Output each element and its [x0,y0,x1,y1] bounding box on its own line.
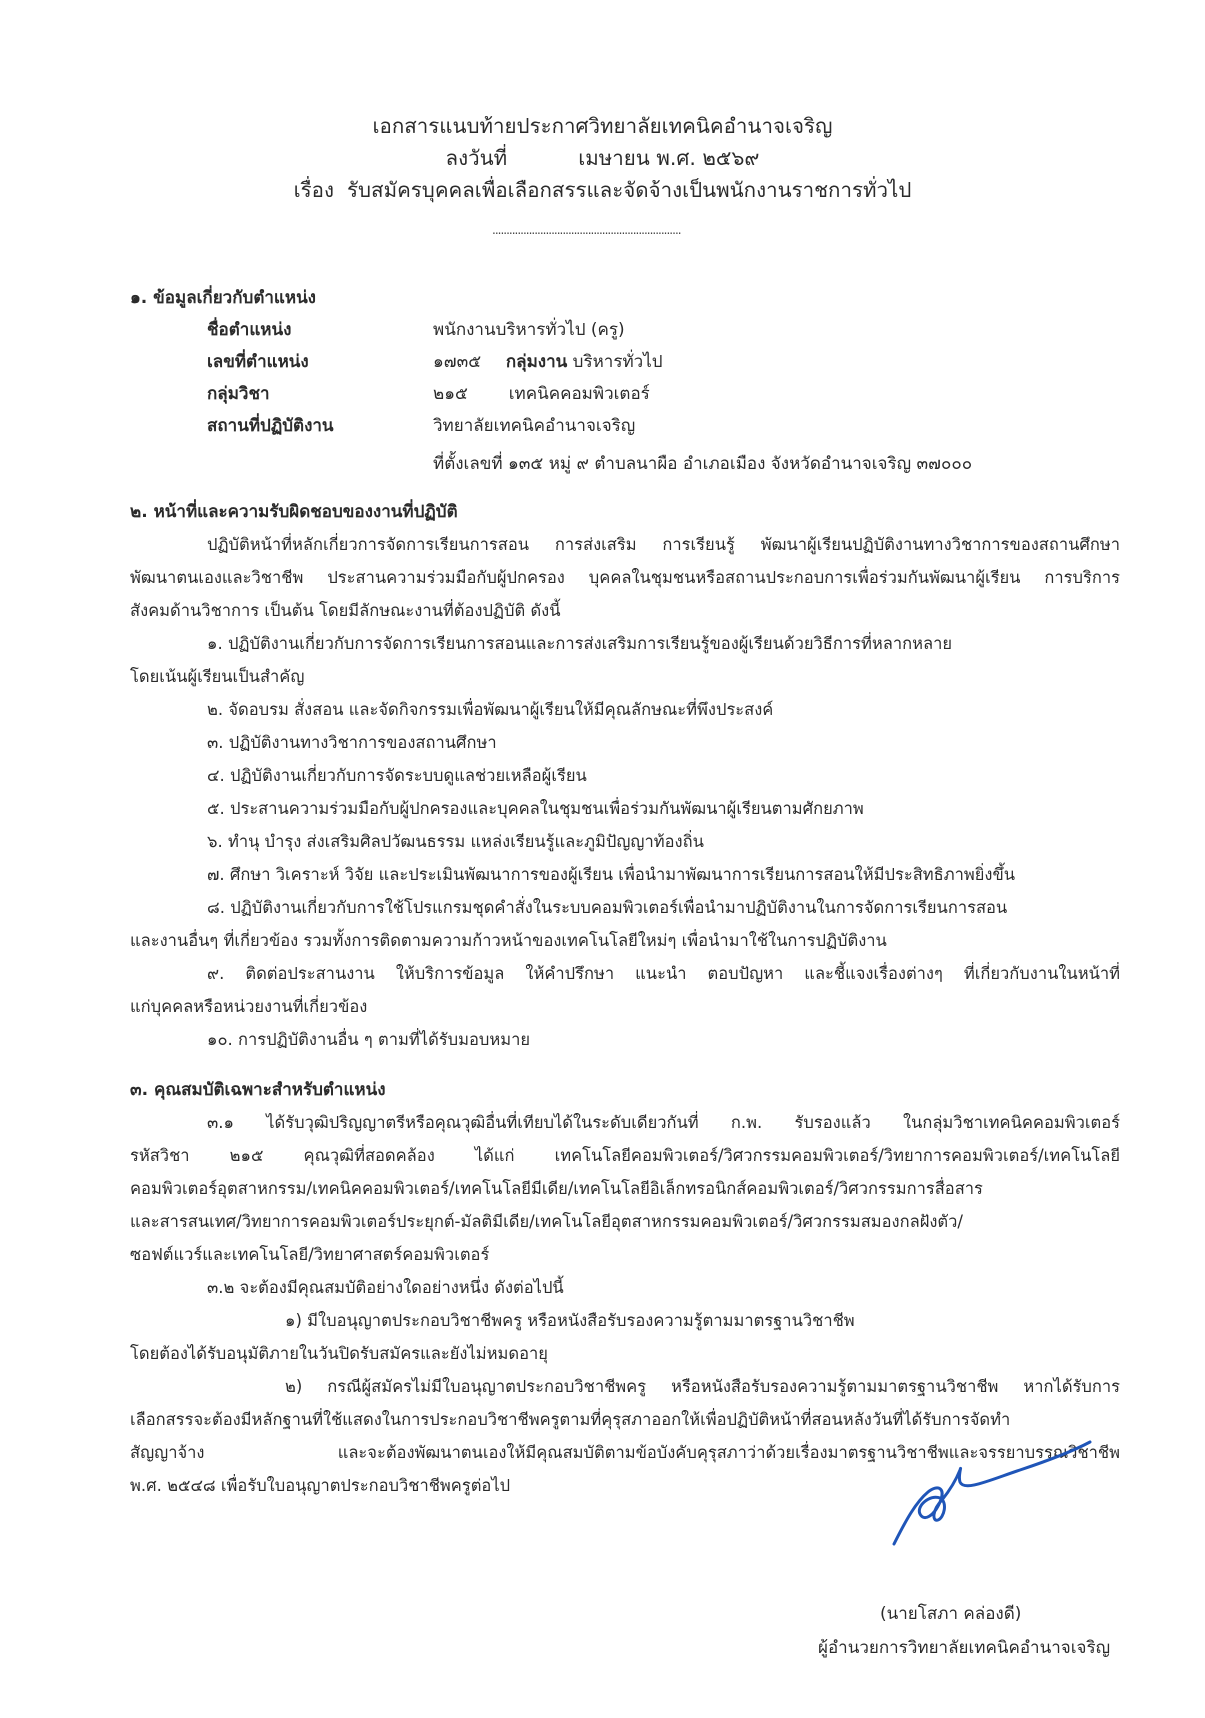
position-number: ๑๗๓๕ [433,352,482,372]
section2-heading: ๒. หน้าที่และความรับผิดชอบของงานที่ปฏิบัติ [130,502,458,522]
duty-item-8: ๘. ปฏิบัติงานเกี่ยวกับการใช้โปรแกรมชุดคำสั่งในระบบคอมพิวเตอร์เพื่อนำมาปฏิบัติงานในการจัดการเรียนการสอน [207,898,1008,917]
section2-intro-line3: สังคมด้านวิชาการ เป็นต้น โดยมีลักษณะงานที่ต้องปฏิบัติ ดังนี้ [130,601,561,620]
field-value-position-number [433,350,663,374]
duty-item-3: ๓. ปฏิบัติงานทางวิชาการของสถานศึกษา [207,733,497,752]
field-value-subject-group [433,382,650,406]
header-divider: ................................................................... [492,223,681,237]
field-value-workplace-address: ที่ตั้งเลขที่ ๑๓๕ หมู่ ๙ ตำบลนาผือ อำเภอเมือง จังหวัดอำนาจเจริญ ๓๗๐๐๐ [433,454,973,474]
field-value-position-name: พนักงานบริหารทั่วไป (ครู) [433,320,625,340]
qualification-3-1-line1: ๓.๑ ได้รับวุฒิปริญญาตรีหรือคุณวุฒิอื่นที่เทียบได้ในระดับเดียวกันที่ ก.พ. รับรองแล้ว ในกลุ่มวิชาเทคนิคคอมพิวเตอร์ [207,1113,1120,1132]
duty-item-9: ๙. ติดต่อประสานงาน ให้บริการข้อมูล ให้คำปรึกษา แนะนำ ตอบปัญหา และชี้แจงเรื่องต่างๆ ที่เกี่ยวกับงานในหน้าที่ [207,964,1120,983]
section1-heading: ๑. ข้อมูลเกี่ยวกับตำแหน่ง [130,288,316,308]
duty-item-4: ๔. ปฏิบัติงานเกี่ยวกับการจัดระบบดูแลช่วยเหลือผู้เรียน [207,766,587,785]
duty-item-1-cont: โดยเน้นผู้เรียนเป็นสำคัญ [130,667,305,686]
section2-intro-line2: พัฒนาตนเองและวิชาชีพ ประสานความร่วมมือกับผู้ปกครอง บุคคลในชุมชนหรือสถานประกอบการเพื่อร่วมกันพัฒนาผู้เรียน การบริการ [130,568,1120,587]
doc-date-line [0,144,1205,172]
subject-text: รับสมัครบุคคลเพื่อเลือกสรรและจัดจ้างเป็นพนักงานราชการทั่วไป [347,178,912,202]
qualification-3-1-line5: ซอฟต์แวร์และเทคโนโลยี/วิทยาศาสตร์คอมพิวเตอร์ [130,1245,490,1264]
field-label-subject-group: กลุ่มวิชา [207,384,270,404]
qualification-3-2-item1: ๑) มีใบอนุญาตประกอบวิชาชีพครู หรือหนังสือรับรองความรู้ตามมาตรฐานวิชาชีพ [285,1311,855,1330]
duty-item-7: ๗. ศึกษา วิเคราะห์ วิจัย และประเมินพัฒนาการของผู้เรียน เพื่อนำมาพัฒนาการเรียนการสอนให้มีประสิทธิภาพยิ่งขึ้น [207,865,1016,884]
duty-item-8-cont: และงานอื่นๆ ที่เกี่ยวข้อง รวมทั้งการติดตามความก้าวหน้าของเทคโนโลยีใหม่ๆ เพื่อนำมาใช้ในการปฏิบัติงาน [130,931,887,950]
qualification-3-1-line4: และสารสนเทศ/วิทยาการคอมพิวเตอร์ประยุกต์-มัลติมีเดีย/เทคโนโลยีอุตสาหกรรมคอมพิวเตอร์/วิศวกรรมสมองกลฝังตัว/ [130,1212,963,1231]
duty-item-2: ๒. จัดอบรม สั่งสอน และจัดกิจกรรมเพื่อพัฒนาผู้เรียนให้มีคุณลักษณะที่พึงประสงค์ [207,700,774,719]
duty-item-9-cont: แก่บุคคลหรือหน่วยงานที่เกี่ยวข้อง [130,997,368,1016]
doc-subject-line [0,176,1205,204]
duty-item-6: ๖. ทำนุ บำรุง ส่งเสริมศิลปวัฒนธรรม แหล่งเรียนรู้และภูมิปัญญาท้องถิ่น [207,832,704,851]
work-group-label: กลุ่มงาน [505,352,568,372]
field-label-position-number: เลขที่ตำแหน่ง [207,352,309,372]
section3-heading: ๓. คุณสมบัติเฉพาะสำหรับตำแหน่ง [130,1080,386,1100]
signature-icon [880,1440,1100,1550]
section2-intro-line1: ปฏิบัติหน้าที่หลักเกี่ยวการจัดการเรียนการสอน การส่งเสริม การเรียนรู้ พัฒนาผู้เรียนปฏิบัติงานทางวิชาการของสถานศึกษา [207,535,1120,554]
qualification-3-2-item2-line2: เลือกสรรจะต้องมีหลักฐานที่ใช้แสดงในการประกอบวิชาชีพครูตามที่คุรุสภาออกให้เพื่อปฏิบัติหน้าที่สอนหลังวันที่ได้รับการจัดทำ [130,1410,1011,1429]
field-label-workplace: สถานที่ปฏิบัติงาน [207,416,334,436]
qualification-3-1-line3: คอมพิวเตอร์อุตสาหกรรม/เทคนิคคอมพิวเตอร์/เทคโนโลยีมีเดีย/เทคโนโลยีอิเล็กทรอนิกส์คอมพิวเตอร์/วิศวกรรมการสื่อสาร [130,1179,983,1198]
subject-prefix: เรื่อง [293,178,334,202]
signatory-position: ผู้อำนวยการวิทยาลัยเทคนิคอำนาจเจริญ [818,1638,1111,1658]
duty-item-10: ๑๐. การปฏิบัติงานอื่น ๆ ตามที่ได้รับมอบหมาย [207,1030,531,1049]
duty-item-5: ๕. ประสานความร่วมมือกับผู้ปกครองและบุคคลในชุมชนเพื่อร่วมกันพัฒนาผู้เรียนตามศักยภาพ [207,799,864,818]
qualification-3-2-item2-line3: สัญญาจ้าง และจะต้องพัฒนาตนเองให้มีคุณสมบัติตามข้อบังคับคุรุสภาว่าด้วยเรื่องมาตรฐานวิชาชีพและจรรยาบรรณวิชาชีพ [130,1443,1120,1462]
qualification-3-2-heading: ๓.๒ จะต้องมีคุณสมบัติอย่างใดอย่างหนึ่ง ดังต่อไปนี้ [207,1278,564,1297]
date-prefix: ลงวันที่ [445,146,508,170]
doc-title: เอกสารแนบท้ายประกาศวิทยาลัยเทคนิคอำนาจเจริญ [372,114,833,138]
qualification-3-2-item1-cont: โดยต้องได้รับอนุมัติภายในวันปิดรับสมัครและยังไม่หมดอายุ [130,1344,548,1363]
work-group-value: บริหารทั่วไป [572,352,663,372]
field-value-workplace: วิทยาลัยเทคนิคอำนาจเจริญ [433,416,636,436]
qualification-3-2-item2-line4: พ.ศ. ๒๕๔๘ เพื่อรับใบอนุญาตประกอบวิชาชีพครูต่อไป [130,1476,511,1495]
qualification-3-1-line2: รหัสวิชา ๒๑๕ คุณวุฒิที่สอดคล้อง ได้แก่ เทคโนโลยีคอมพิวเตอร์/วิศวกรรมคอมพิวเตอร์/วิทยาการคอมพิวเตอร์/เทคโนโลยี [130,1146,1120,1165]
duty-item-1: ๑. ปฏิบัติงานเกี่ยวกับการจัดการเรียนการสอนและการส่งเสริมการเรียนรู้ของผู้เรียนด้วยวิธีการที่หลากหลาย [207,634,953,653]
qualification-3-2-item2-line1: ๒) กรณีผู้สมัครไม่มีใบอนุญาตประกอบวิชาชีพครู หรือหนังสือรับรองความรู้ตามมาตรฐานวิชาชีพ หากได้รับการ [285,1377,1120,1396]
subject-code: ๒๑๕ [433,384,468,404]
date-value: เมษายน พ.ศ. ๒๕๖๙ [578,146,760,170]
field-label-position-name: ชื่อตำแหน่ง [207,320,292,340]
subject-name: เทคนิคคอมพิวเตอร์ [508,384,650,404]
signatory-name: (นายโสภา คล่องดี) [880,1604,1022,1624]
